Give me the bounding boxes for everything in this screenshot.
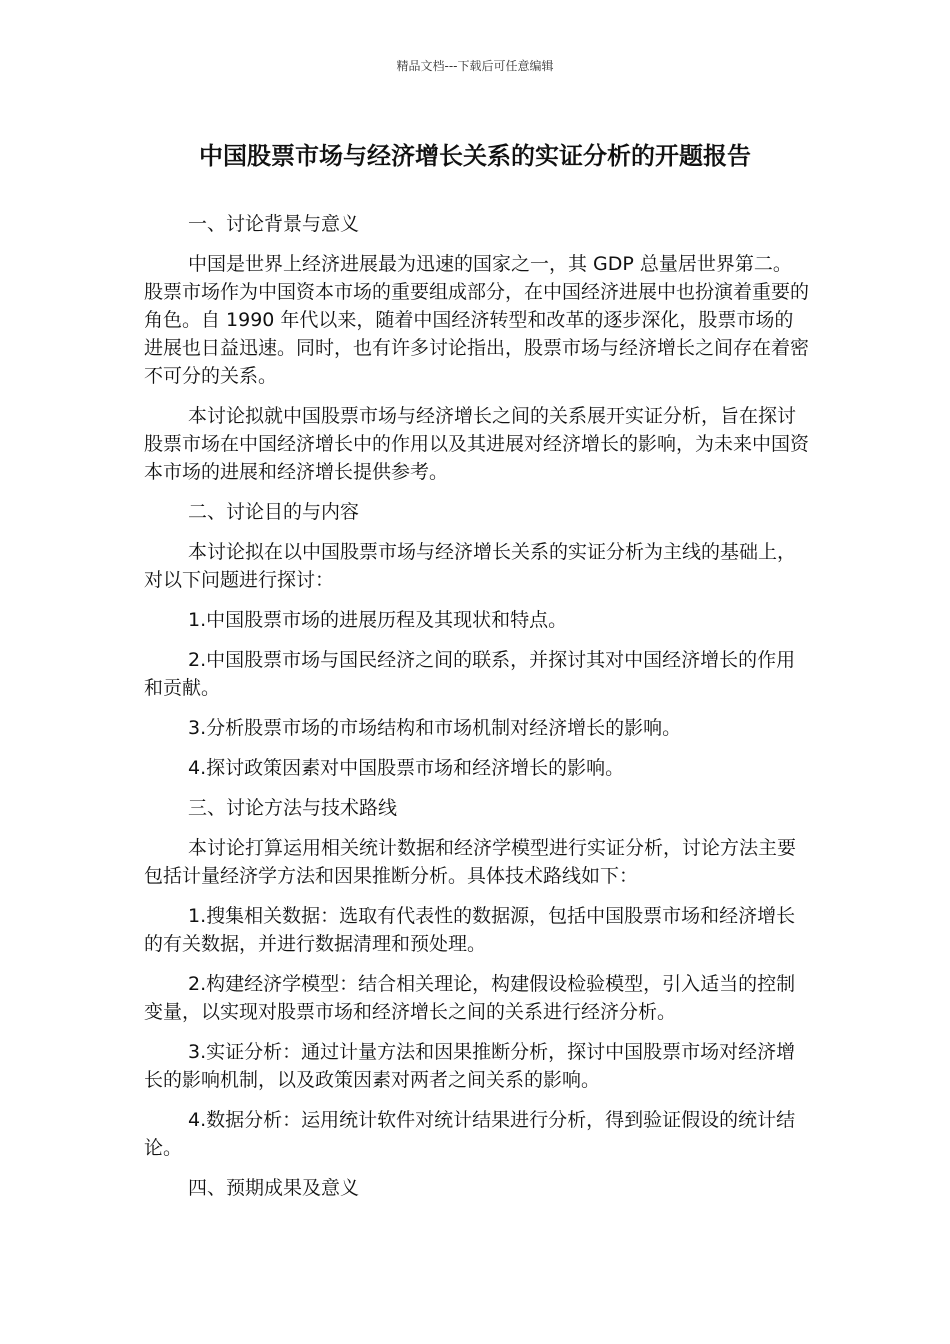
list-item-method-4: 4.数据分析：运用统计软件对统计结果进行分析，得到验证假设的统计结论。 bbox=[144, 1109, 796, 1159]
section-heading-objectives: 二、讨论目的与内容 bbox=[188, 501, 360, 523]
paragraph-purpose-statement: 本讨论拟就中国股票市场与经济增长之间的关系展开实证分析，旨在探讨股票市场在中国经济增长中的作用以及其进展对经济增长的影响，为未来中国资本市场的进展和经济增长提供参考。 bbox=[144, 405, 810, 483]
list-item-method-1: 1.搜集相关数据：选取有代表性的数据源，包括中国股票市场和经济增长的有关数据，并进行数据清理和预处理。 bbox=[144, 905, 796, 955]
section-heading-methods: 三、讨论方法与技术路线 bbox=[188, 797, 398, 819]
list-item-objective-1: 1.中国股票市场的进展历程及其现状和特点。 bbox=[188, 609, 568, 631]
section-heading-outcomes: 四、预期成果及意义 bbox=[188, 1177, 360, 1199]
list-item-objective-3: 3.分析股票市场的市场结构和市场机制对经济增长的影响。 bbox=[188, 717, 682, 739]
paragraph-objectives-intro: 本讨论拟在以中国股票市场与经济增长关系的实证分析为主线的基础上，对以下问题进行探讨： bbox=[144, 541, 797, 591]
header-note: 精品文档---下载后可任意编辑 bbox=[396, 59, 554, 73]
document-body bbox=[144, 210, 810, 1214]
paragraph-background: 中国是世界上经济进展最为迅速的国家之一，其 GDP 总量居世界第二。股票市场作为中国资本市场的重要组成部分，在中国经济进展中也扮演着重要的角色。自 1990 年代以来，随着中国经济转型和改革的逐步深化，股票市场的进展也日益迅速。同时，也有许多讨论指出，股票市场与经济增长之间存在着密不可分的关系。 bbox=[144, 253, 810, 387]
list-item-objective-4: 4.探讨政策因素对中国股票市场和经济增长的影响。 bbox=[188, 757, 625, 779]
list-item-method-3: 3.实证分析：通过计量方法和因果推断分析，探讨中国股票市场对经济增长的影响机制，以及政策因素对两者之间关系的影响。 bbox=[144, 1041, 796, 1091]
paragraph-methods-intro: 本讨论打算运用相关统计数据和经济学模型进行实证分析，讨论方法主要包括计量经济学方法和因果推断分析。具体技术路线如下： bbox=[144, 837, 797, 887]
list-item-objective-2: 2.中国股票市场与国民经济之间的联系，并探讨其对中国经济增长的作用和贡献。 bbox=[144, 649, 796, 699]
list-item-method-2: 2.构建经济学模型：结合相关理论，构建假设检验模型，引入适当的控制变量，以实现对股票市场和经济增长之间的关系进行经济分析。 bbox=[144, 973, 796, 1023]
document-title: 中国股票市场与经济增长关系的实证分析的开题报告 bbox=[199, 142, 751, 170]
section-heading-background: 一、讨论背景与意义 bbox=[188, 213, 360, 235]
